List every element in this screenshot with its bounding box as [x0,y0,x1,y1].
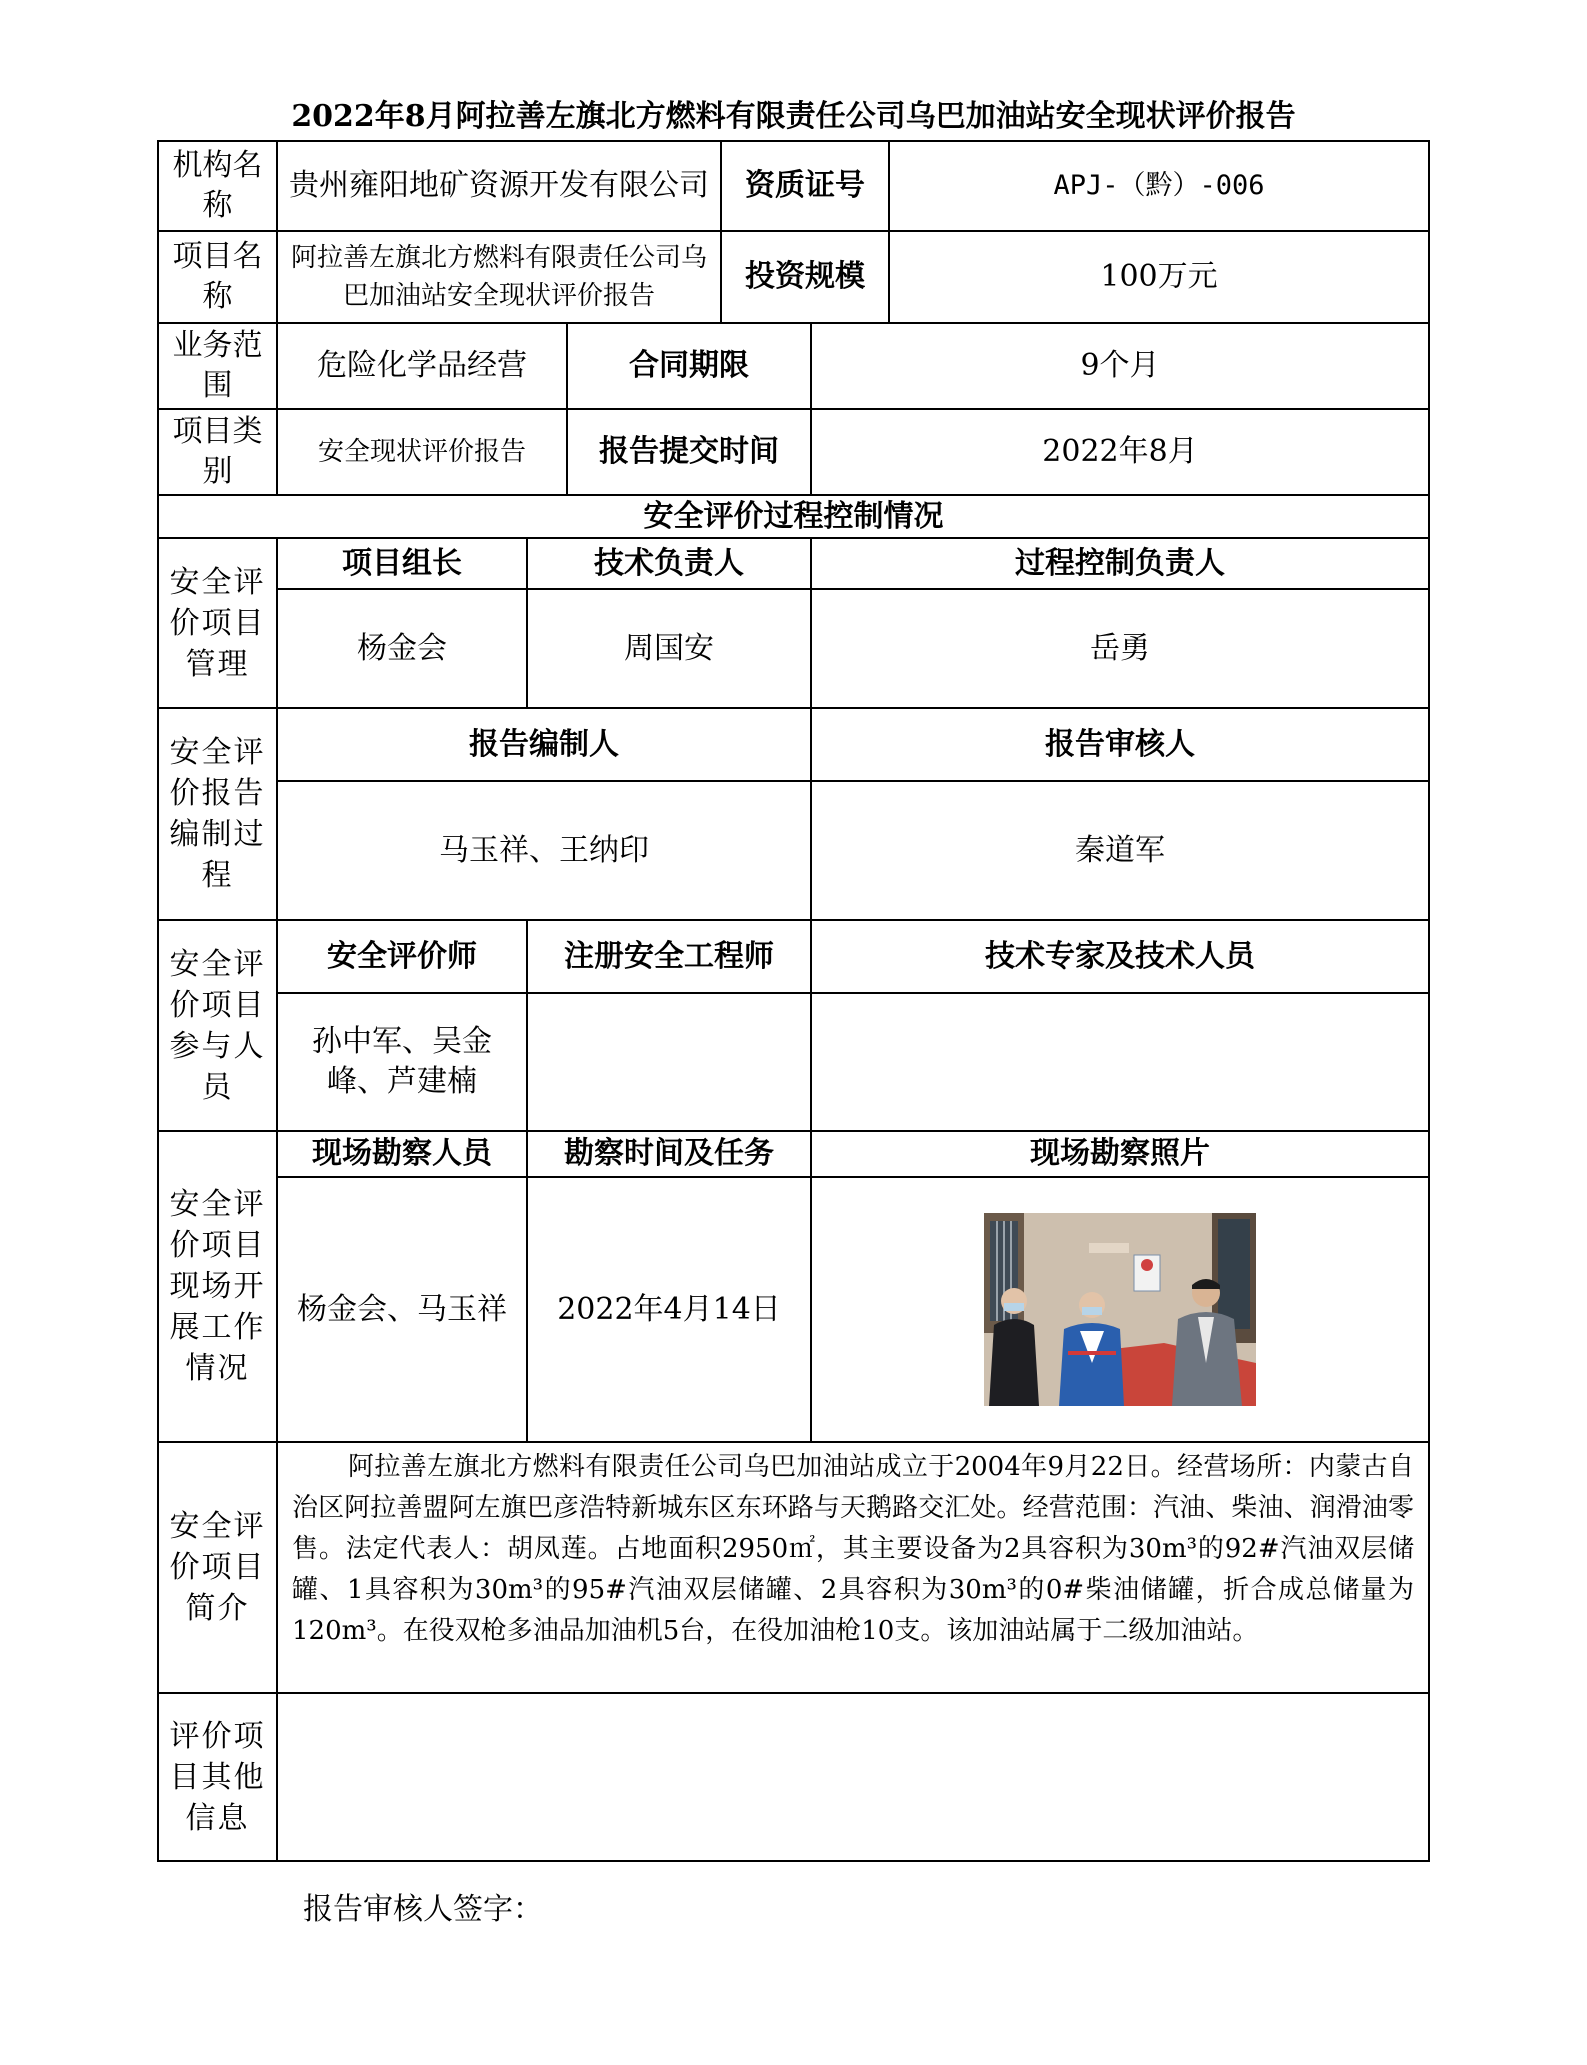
participants-header-engineer: 注册安全工程师 [526,919,812,994]
participants-header-experts: 技术专家及技术人员 [810,919,1430,994]
participants-assessor: 孙中军、吴金峰、芦建楠 [276,992,528,1132]
fieldwork-personnel: 杨金会、马玉祥 [276,1176,528,1443]
site-photo-illustration [984,1213,1256,1406]
intro-label: 安全评价项目简介 [157,1441,278,1694]
other-value [276,1692,1430,1862]
org-label: 机构名称 [157,140,278,232]
submit-value: 2022年8月 [810,408,1430,496]
site-survey-photo [984,1213,1256,1406]
signature-label: 报告审核人签字： [303,1892,543,1927]
category-value: 安全现状评价报告 [276,408,568,496]
intro-text: 阿拉善左旗北方燃料有限责任公司乌巴加油站成立于2004年9月22日。经营场所：内蒙古自治区阿拉善盟阿左旗巴彦浩特新城东区东环路与天鹅路交汇处。经营范围：汽油、柴油、润滑油零售。法定代表人：胡凤莲。占地面积2950㎡，其主要设备为2具容积为30m³的92#汽油双层储罐、1具容积为30m³的95#汽油双层储罐、2具容积为30m³的0#柴油储罐，折合成总储量为120m³。在役双枪多油品加油机5台，在役加油枪10支。该加油站属于二级加油站。 [292,1452,1414,1646]
invest-label: 投资规模 [720,230,890,324]
section-header: 安全评价过程控制情况 [157,494,1430,539]
compilation-reviewer: 秦道军 [810,780,1430,921]
management-header-leader: 项目组长 [276,537,528,590]
fieldwork-label: 安全评价项目现场开展工作情况 [157,1130,278,1443]
project-label: 项目名称 [157,230,278,324]
submit-label: 报告提交时间 [566,408,812,496]
invest-value: 100万元 [888,230,1430,324]
management-label: 安全评价项目管理 [157,537,278,709]
term-label: 合同期限 [566,322,812,410]
participants-header-assessor: 安全评价师 [276,919,528,994]
fieldwork-header-date: 勘察时间及任务 [526,1130,812,1178]
compilation-label: 安全评价报告编制过程 [157,707,278,921]
project-value: 阿拉善左旗北方燃料有限责任公司乌巴加油站安全现状评价报告 [276,230,722,324]
org-value: 贵州雍阳地矿资源开发有限公司 [276,140,722,232]
compilation-author: 马玉祥、王纳印 [276,780,812,921]
management-leader: 杨金会 [276,588,528,709]
intro-cell [276,1441,1430,1694]
management-header-process: 过程控制负责人 [810,537,1430,590]
category-label: 项目类别 [157,408,278,496]
term-value: 9个月 [810,322,1430,410]
cert-value: APJ-（黔）-006 [888,140,1430,232]
business-label: 业务范围 [157,322,278,410]
management-tech: 周国安 [526,588,812,709]
compilation-header-author: 报告编制人 [276,707,812,782]
management-process: 岳勇 [810,588,1430,709]
fieldwork-header-photo: 现场勘察照片 [810,1130,1430,1178]
fieldwork-photo-cell [810,1176,1430,1443]
info-table [157,140,1430,1862]
cert-label: 资质证号 [720,140,890,232]
other-label: 评价项目其他信息 [157,1692,278,1862]
fieldwork-header-personnel: 现场勘察人员 [276,1130,528,1178]
compilation-header-reviewer: 报告审核人 [810,707,1430,782]
participants-engineer [526,992,812,1132]
participants-experts [810,992,1430,1132]
document-title: 2022年8月阿拉善左旗北方燃料有限责任公司乌巴加油站安全现状评价报告 [291,99,1296,134]
business-value: 危险化学品经营 [276,322,568,410]
fieldwork-date: 2022年4月14日 [526,1176,812,1443]
participants-label: 安全评价项目参与人员 [157,919,278,1132]
management-header-tech: 技术负责人 [526,537,812,590]
